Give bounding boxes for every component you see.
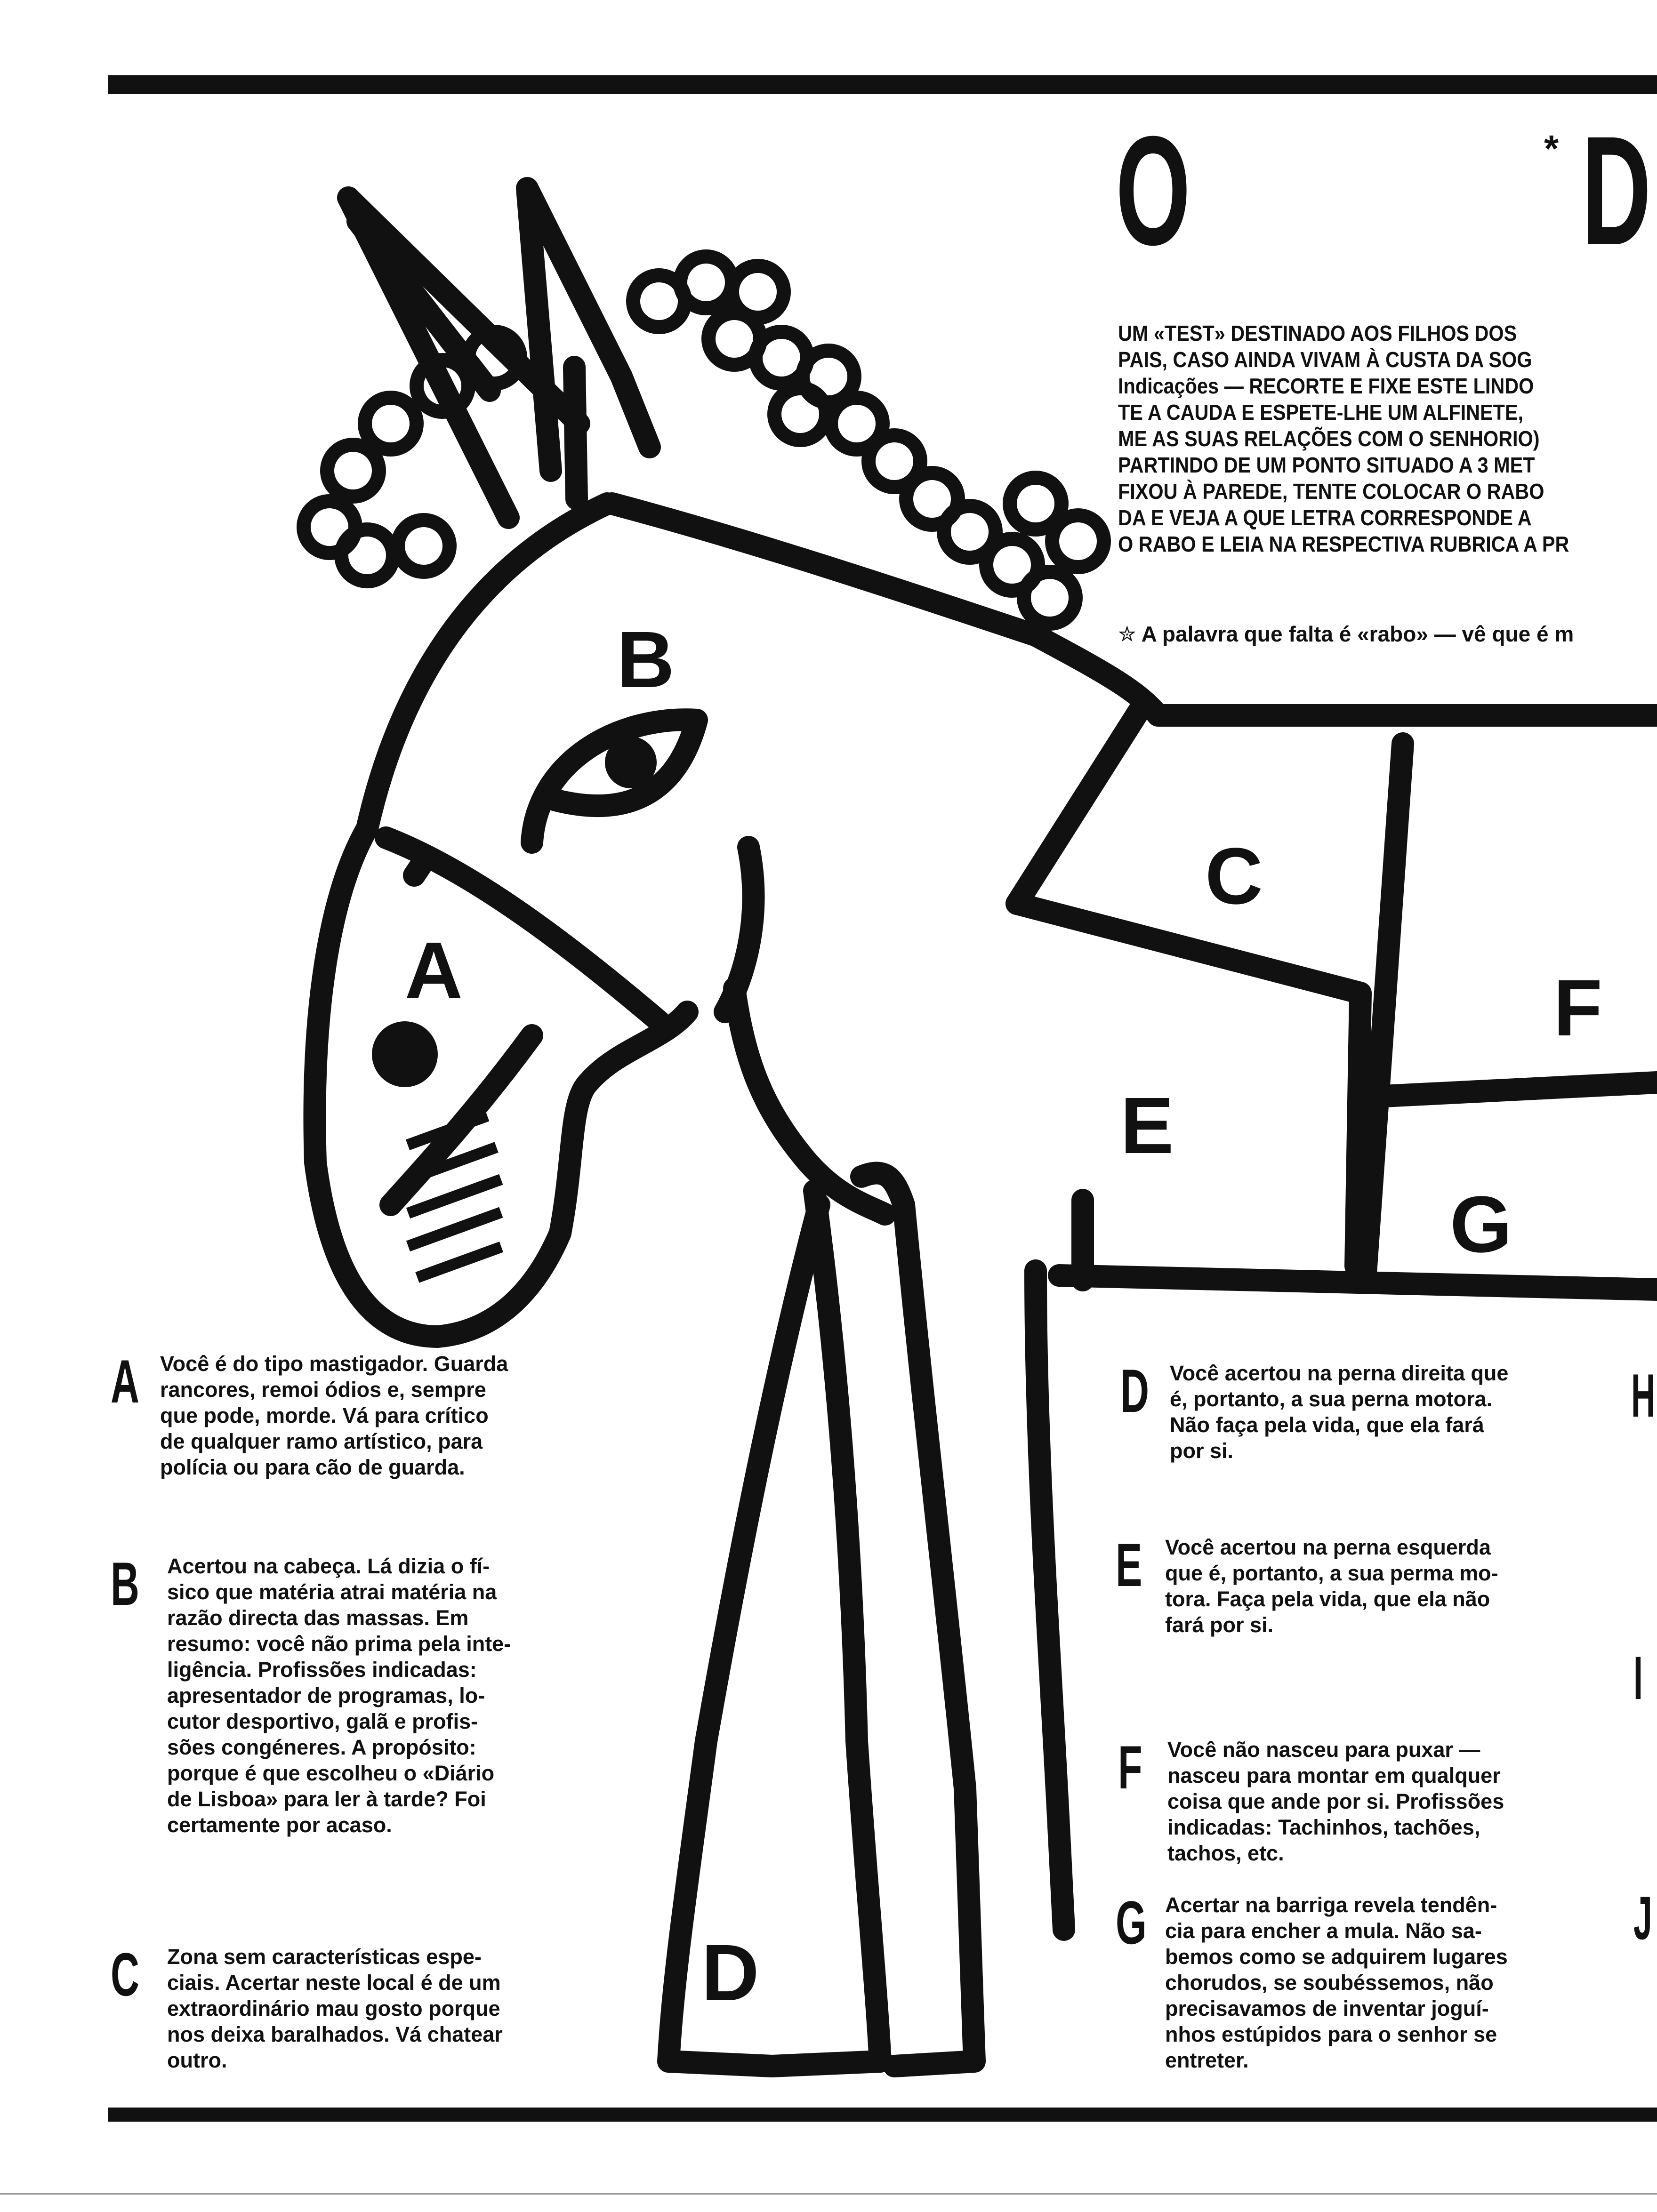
entry-line: Zona sem características espe- (167, 1945, 482, 1969)
entry-letter: F (1118, 1733, 1142, 1802)
entry-line: fará por si. (1165, 1613, 1274, 1637)
edge-letter-j: J (1633, 1883, 1652, 1952)
title-word-o: O (1116, 104, 1190, 277)
entry-line: cia para encher a mula. Não sa- (1165, 1919, 1482, 1943)
entry-body (1165, 1534, 1558, 1638)
entry-line: Você acertou na perna esquerda (1165, 1535, 1491, 1559)
entry-letter: D (1120, 1356, 1150, 1425)
intro-line: O RABO E LEIA NA RESPECTIVA RUBRICA A PR (1118, 532, 1569, 556)
entry-line: tachos, etc. (1167, 1841, 1284, 1865)
entry-line: polícia ou para cão de guarda. (160, 1455, 465, 1479)
edge-letter-i: I (1633, 1643, 1643, 1712)
zone-label-f: F (1553, 963, 1602, 1053)
zone-label-d: D (701, 1928, 759, 2018)
zone-label-b: B (617, 615, 675, 705)
entry-line: apresentador de programas, lo- (167, 1683, 485, 1707)
entry-body (1165, 1892, 1560, 2073)
title-asterisk: * (1544, 128, 1559, 169)
entry-line: cutor desportivo, galã e profis- (167, 1709, 478, 1733)
edge-letter-h: H (1631, 1361, 1656, 1430)
intro-line: PAIS, CASO AINDA VIVAM À CUSTA DA SOG (1118, 347, 1532, 372)
entry-letter: E (1116, 1531, 1142, 1599)
nostril (372, 1021, 438, 1087)
entry-line: nhos estúpidos para o senhor se (1165, 2022, 1497, 2046)
entry-line: ciais. Acertar neste local é de um (167, 1971, 501, 1995)
entry-line: sões congéneres. A propósito: (167, 1735, 476, 1759)
entry-line: Você é do tipo mastigador. Guarda (160, 1352, 508, 1376)
entry-line: é, portanto, a sua perna motora. (1170, 1387, 1493, 1411)
entry-line: de qualquer ramo artístico, para (160, 1429, 483, 1453)
zone-label-c: C (1205, 832, 1263, 921)
entry-line: extraordinário mau gosto porque (167, 1996, 500, 2020)
entry-letter: B (111, 1549, 140, 1618)
entry-body (167, 1944, 563, 2073)
intro-line: FIXOU À PAREDE, TENTE COLOCAR O RABO (1118, 479, 1544, 504)
entry-line: nos deixa baralhados. Vá chatear (167, 2022, 503, 2046)
entry-line: precisavamos de inventar joguí- (1165, 1996, 1489, 2020)
intro-line: Indicações — RECORTE E FIXE ESTE LINDO (1118, 374, 1534, 398)
intro-line: DA E VEJA A QUE LETRA CORRESPONDE A (1118, 505, 1532, 530)
entry-line: resumo: você não prima pela inte- (167, 1632, 511, 1656)
entry-line: tora. Faça pela vida, que ela não (1165, 1587, 1490, 1611)
entry-line: Você não nasceu para puxar — (1167, 1738, 1480, 1762)
entry-line: que pode, morde. Vá para crítico (160, 1403, 489, 1427)
entry-line: de Lisboa» para ler à tarde? Foi (167, 1787, 486, 1811)
entry-body (1170, 1360, 1560, 1464)
intro-line: TE A CAUDA E ESPETE-LHE UM ALFINETE, (1118, 400, 1523, 425)
entry-body (160, 1351, 560, 1480)
entry-line: certamente por acaso. (167, 1813, 392, 1837)
zone-label-g: G (1450, 1180, 1512, 1269)
entry-line: por si. (1170, 1439, 1234, 1463)
title-word-fragment: D (1582, 104, 1650, 277)
entry-letter: G (1116, 1888, 1147, 1957)
belly (1059, 1275, 1657, 1290)
entry-body (1167, 1737, 1560, 1866)
entry-body (167, 1553, 563, 1838)
entry-line: razão directa das massas. Em (167, 1606, 469, 1630)
entry-line: Você acertou na perna direita que (1170, 1361, 1509, 1385)
zone-label-e: E (1120, 1081, 1174, 1170)
entry-line: chorudos, se soubéssemos, não (1165, 1971, 1494, 1995)
intro-line: PARTINDO DE UM PONTO SITUADO A 3 MET (1118, 453, 1535, 477)
entry-line: entreter. (1165, 2048, 1249, 2072)
entry-line: nasceu para montar em qualquer (1167, 1763, 1501, 1787)
entry-line: ligência. Profissões indicadas: (167, 1658, 477, 1682)
entry-line: porque é que escolheu o «Diário (167, 1761, 495, 1785)
entry-line: coisa que ande por si. Profissões (1167, 1789, 1504, 1813)
zone-label-a: A (405, 926, 463, 1015)
entry-line: Não faça pela vida, que ela fará (1170, 1413, 1484, 1437)
intro-text (1118, 320, 1657, 557)
entry-letter: C (111, 1940, 140, 2009)
intro-line: UM «TEST» DESTINADO AOS FILHOS DOS (1118, 321, 1517, 345)
footnote: ✮ A palavra que falta é «rabo» — vê que é m (1118, 622, 1574, 646)
entry-line: rancores, remoi ódios e, sempre (160, 1378, 486, 1402)
entry-line: Acertou na cabeça. Lá dizia o fí- (167, 1554, 490, 1578)
entry-line: sico que matéria atrai matéria na (167, 1580, 497, 1604)
entry-line: que é, portanto, a sua perma mo- (1165, 1561, 1498, 1585)
intro-line: ME AS SUAS RELAÇÕES COM O SENHORIO) (1118, 426, 1540, 451)
entry-letter: A (111, 1347, 140, 1416)
entry-line: Acertar na barriga revela tendên- (1165, 1893, 1497, 1917)
eye-pupil (605, 737, 657, 788)
entry-line: bemos como se adquirem lugares (1165, 1945, 1508, 1969)
entry-line: outro. (167, 2048, 227, 2072)
entry-line: indicadas: Tachinhos, tachões, (1167, 1815, 1480, 1839)
